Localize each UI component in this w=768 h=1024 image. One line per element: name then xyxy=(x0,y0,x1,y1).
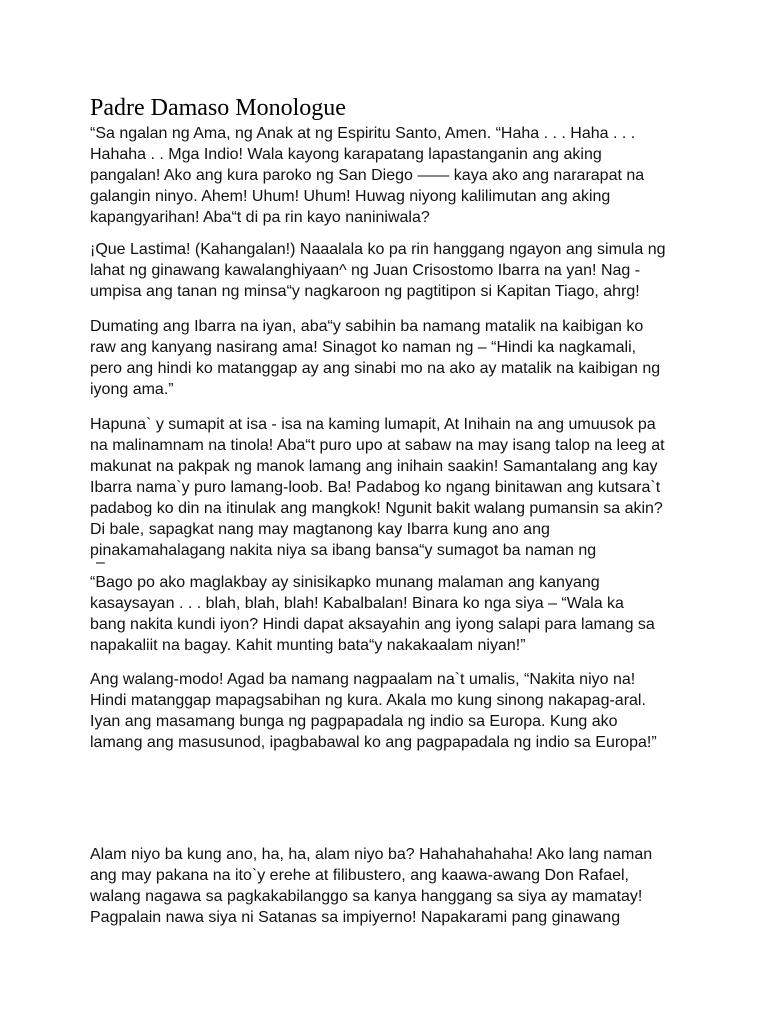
text-line: Pagpalain nawa siya ni Satanas sa impiyerno! Napakarami pang ginawang xyxy=(90,909,621,926)
text-line: Di bale, sapagkat nang may magtanong kay Ibarra kung ano ang xyxy=(90,521,550,538)
text-line: walang nagawa sa pagkakabilanggo sa kanya hanggang sa siya ay mamatay! xyxy=(90,888,643,905)
text-line: kasaysayan . . . blah, blah, blah! Kabalbalan! Binara ko nga siya – “Wala ka xyxy=(90,595,624,612)
text-line: lahat ng ginawang kawalanghiyaan^ ng Juan Crisostomo Ibarra na yan! Nag - xyxy=(90,262,641,279)
text-line: “Bago po ako maglakbay ay sinisikapko munang malaman ang kanyang xyxy=(90,574,600,591)
text-line: umpisa ang tanan ng minsa“y nagkaroon ng pagtitipon si Kapitan Tiago, ahrg! xyxy=(90,283,640,300)
text-line: – xyxy=(96,554,105,571)
text-line: na malinamnam na tinola! Aba“t puro upo at sabaw na may isang talop na leeg at xyxy=(90,437,665,454)
text-line: Iyan ang masamang bunga ng pagpapadala ng indio sa Europa. Kung ako xyxy=(90,713,618,730)
text-line: Ang walang-modo! Agad ba namang nagpaalam na`t umalis, “Nakita niyo na! xyxy=(90,671,636,688)
text-line: bang nakita kundi iyon? Hindi dapat aksayahin ang iyong salapi para lamang sa xyxy=(90,616,655,633)
text-line: pangalan! Ako ang kura paroko ng San Diego —— kaya ako ang nararapat na xyxy=(90,167,645,184)
text-line: galangin ninyo. Ahem! Uhum! Uhum! Huwag niyong kalilimutan ang aking xyxy=(90,188,611,205)
text-line: Hapuna` y sumapit at isa - isa na kaming lumapit, At Inihain na ang umuusok pa xyxy=(90,416,656,433)
text-line: lamang ang masusunod, ipagbabawal ko ang pagpapadala ng indio sa Europa!” xyxy=(90,734,657,751)
text-line: Ibarra nama`y puro lamang-loob. Ba! Padabog ko ngang binitawan ang kutsara`t xyxy=(90,479,661,496)
text-line: padabog ko din na itinulak ang mangkok! Ngunit bakit walang pumansin sa akin? xyxy=(90,500,663,517)
text-line: raw ang kanyang nasirang ama! Sinagot ko naman ng – “Hindi ka nagkamali, xyxy=(90,339,637,356)
text-line: pero ang hindi ko matanggap ay ang sinabi mo na ako ay matalik na kaibigan ng xyxy=(90,360,661,377)
text-line: kapangyarihan! Aba“t di pa rin kayo naniniwala? xyxy=(90,209,430,226)
text-line: “Sa ngalan ng Ama, ng Anak at ng Espiritu Santo, Amen. “Haha . . . Haha . . . xyxy=(90,125,636,142)
document-title: Padre Damaso Monologue xyxy=(90,95,346,121)
text-line: Hindi matanggap mapagsabihan ng kura. Akala mo kung sinong nakapag-aral. xyxy=(90,692,646,709)
text-line: makunat na pakpak ng manok lamang ang inihain saakin! Samantalang ang kay xyxy=(90,458,658,475)
text-line: iyong ama.” xyxy=(90,381,174,398)
text-line: Hahaha . . Mga Indio! Wala kayong karapatang lapastanganin ang aking xyxy=(90,146,602,163)
text-line: ang may pakana na ito`y erehe at filibustero, ang kaawa-awang Don Rafael, xyxy=(90,867,629,884)
document-body xyxy=(90,0,710,1024)
text-line: Alam niyo ba kung ano, ha, ha, alam niyo ba? Hahahahahaha! Ako lang naman xyxy=(90,846,653,863)
text-line: napakaliit na bagay. Kahit munting bata“y nakakaalam niyan!” xyxy=(90,637,526,654)
text-line: pinakamahalagang nakita niya sa ibang bansa“y sumagot ba naman ng xyxy=(90,542,597,559)
text-line: Dumating ang Ibarra na iyan, aba“y sabihin ba namang matalik na kaibigan ko xyxy=(90,318,644,335)
text-line: ¡Que Lastima! (Kahangalan!) Naaalala ko pa rin hanggang ngayon ang simula ng xyxy=(90,241,666,258)
